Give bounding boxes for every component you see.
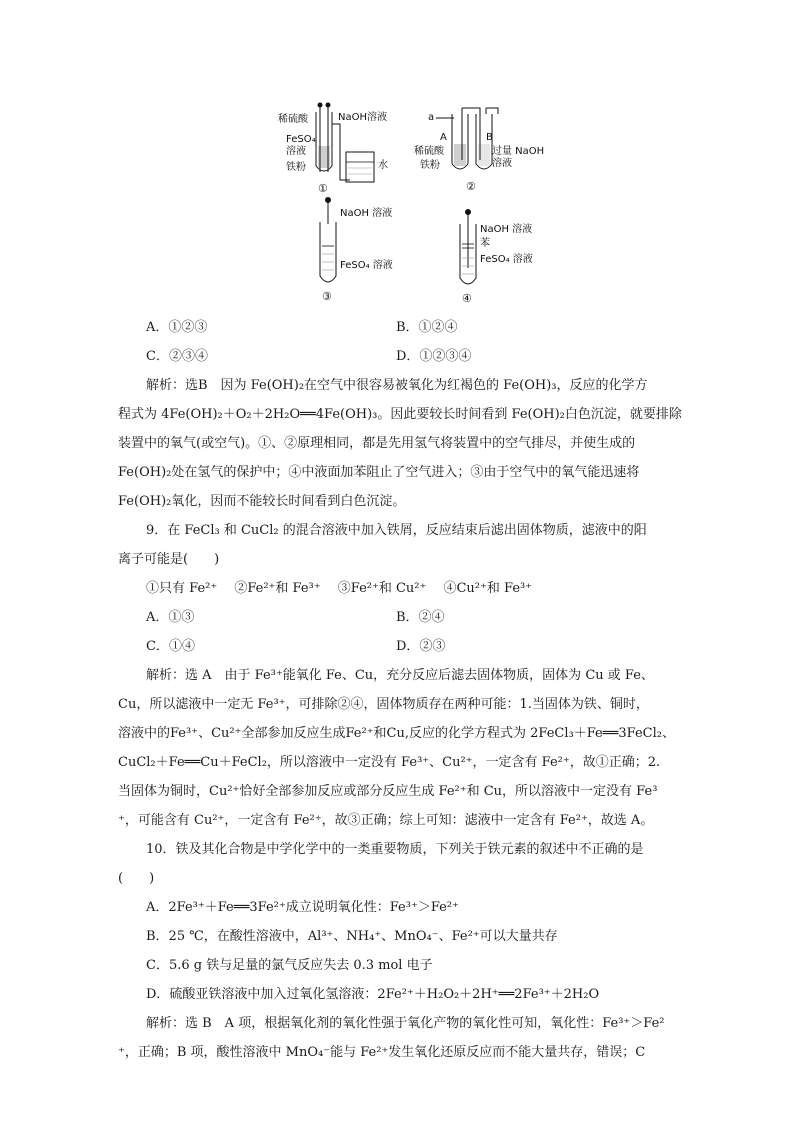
q8-option-d: D．①②③④ (396, 349, 472, 364)
q10-stem-line: ( ) (118, 871, 155, 886)
q10-analysis-line: 解析：选 B A 项，根据氧化剂的氧化性强于氧化产物的氧化性可知，氧化性：Fe³⁺＞Fe² (146, 1016, 665, 1031)
q9-option-c: C．①④ (146, 639, 195, 654)
q8-analysis-line: Fe(OH)₂处在氢气的保护中；④中液面加苯阻止了空气进入；③由于空气中的氧气能迅速将 (118, 465, 640, 480)
q9-analysis-line: CuCl₂＋Fe══Cu＋FeCl₂，所以溶液中一定没有 Fe³⁺、Cu²⁺，一定含有 Fe²⁺，故①正确；2. (118, 755, 661, 770)
q10-option-b: B．25 ℃，在酸性溶液中，Al³⁺、NH₄⁺、MnO₄⁻、Fe²⁺可以大量共存 (146, 929, 558, 944)
q9-analysis-line: 溶液中的Fe³⁺、Cu²⁺全部参加反应生成Fe²⁺和Cu,反应的化学方程式为 2FeCl₃＋Fe══3FeCl₂、 (118, 726, 675, 741)
fig1-label-naoh: NaOH溶液 (338, 112, 387, 123)
apparatus-figure-1 (278, 102, 398, 194)
q10-option-d: D．硫酸亚铁溶液中加入过氧化氢溶液：2Fe²⁺＋H₂O₂＋2H⁺══2Fe³⁺＋2H₂O (146, 987, 600, 1002)
q10-stem-line: 10．铁及其化合物是中学化学中的一类重要物质，下列关于铁元素的叙述中不正确的是 (146, 842, 644, 857)
fig2-label-a: a (428, 112, 435, 123)
fig1-number: ① (318, 182, 328, 194)
fig4-label-feso4: FeSO₄ 溶液 (480, 254, 533, 265)
q9-option-a: A．①③ (146, 610, 195, 625)
q9-stem-line: 离子可能是( ) (118, 552, 220, 567)
fig3-label-naoh: NaOH 溶液 (340, 208, 393, 219)
fig2-label-iron: 铁粉 (420, 160, 440, 171)
fig1-label-iron-powder: 铁粉 (286, 162, 306, 173)
fig1-label-water: 水 (378, 160, 388, 171)
q8-option-b: B．①②④ (396, 320, 458, 335)
fig4-label-naoh: NaOH 溶液 (480, 224, 533, 235)
q9-stem-line: 9．在 FeCl₃ 和 CuCl₂ 的混合溶液中加入铁屑，反应结束后滤出固体物质，滤液中的阳 (146, 523, 647, 538)
q10-option-c: C．5.6 g 铁与足量的氯气反应失去 0.3 mol 电子 (146, 958, 433, 973)
apparatus-figure-2 (414, 100, 554, 194)
fig2-label-naoh: 过量 NaOH (492, 146, 545, 157)
apparatus-figure-3 (314, 196, 414, 304)
fig3-number: ③ (322, 290, 332, 303)
fig2-label-solution: 溶液 (492, 158, 512, 169)
q9-analysis-line: Cu，所以滤液中一定无 Fe³⁺，可排除②④，固体物质存在两种可能：1.当固体为铁、铜时， (118, 697, 649, 712)
fig3-label-feso4: FeSO₄ 溶液 (340, 260, 393, 271)
q9-analysis-line: ⁺，可能含有 Cu²⁺，一定含有 Fe²⁺，故③正确；综上可知：滤液中一定含有 Fe²⁺，故选 A。 (118, 813, 654, 828)
fig4-number: ④ (462, 292, 472, 305)
fig2-label-A: A (440, 132, 447, 143)
apparatus-figure-4 (456, 208, 556, 306)
q10-analysis-line: ⁺，正确；B 项，酸性溶液中 MnO₄⁻能与 Fe²⁺发生氧化还原反应而不能大量共存，错误；C (118, 1045, 646, 1060)
fig1-label-dilute-acid: 稀硫酸 (278, 114, 308, 125)
q8-analysis-line: 装置中的氧气(或空气)。①、②原理相同，都是先用氢气将装置中的空气排尽，并使生成的 (118, 436, 636, 451)
fig4-label-benzene: 苯 (480, 238, 490, 249)
q8-analysis-line: Fe(OH)₂氧化，因而不能较长时间看到白色沉淀。 (118, 494, 406, 509)
q9-option-b: B．②④ (396, 610, 445, 625)
q9-option-d: D．②③ (396, 639, 446, 654)
fig2-label-acid: 稀硫酸 (414, 146, 444, 157)
fig2-number: ② (466, 180, 476, 193)
fig1-label-feso4: FeSO₄ (286, 134, 316, 145)
q8-option-c: C．②③④ (146, 349, 208, 364)
q8-analysis-line: 程式为 4Fe(OH)₂＋O₂＋2H₂O══4Fe(OH)₃。因此要较长时间看到 Fe(OH)₂白色沉淀，就要排除 (118, 407, 682, 422)
q8-analysis-line: 解析：选B 因为 Fe(OH)₂在空气中很容易被氧化为红褐色的 Fe(OH)₃，反应的化学方 (146, 378, 648, 393)
apparatus-figures (0, 96, 794, 306)
fig2-label-B: B (486, 132, 493, 143)
q10-option-a: A．2Fe³⁺＋Fe══3Fe²⁺成立说明氧化性：Fe³⁺＞Fe²⁺ (146, 900, 459, 915)
q9-analysis-line: 当固体为铜时，Cu²⁺恰好全部参加反应或部分反应生成 Fe²⁺和 Cu，所以溶液中一定没有 Fe³ (118, 784, 658, 799)
q9-analysis-line: 解析：选 A 由于 Fe³⁺能氧化 Fe、Cu，充分反应后滤去固体物质，固体为 Cu 或 Fe、 (146, 668, 654, 683)
fig1-label-solution: 溶液 (286, 146, 306, 157)
q8-option-a: A．①②③ (146, 320, 208, 335)
q9-choices: ①只有 Fe²⁺ ②Fe²⁺和 Fe³⁺ ③Fe²⁺和 Cu²⁺ ④Cu²⁺和 Fe³⁺ (146, 581, 533, 596)
